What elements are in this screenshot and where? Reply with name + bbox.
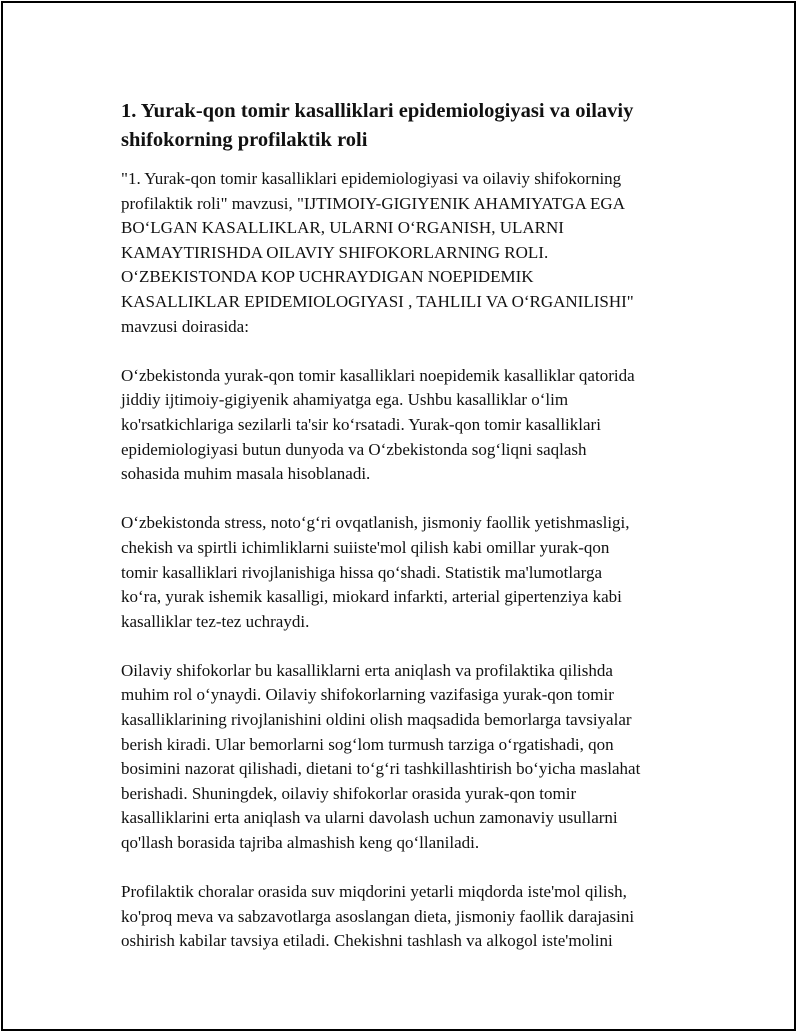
text-line: O‘ZBEKISTONDA KOP UCHRAYDIGAN NOEPIDEMIK	[121, 267, 534, 287]
text-line: berish kiradi. Ular bemorlarni sog‘lom turmush tarziga o‘rgatishadi, qon	[121, 734, 614, 754]
document-body	[121, 97, 701, 979]
text-line: KAMAYTIRISHDA OILAVIY SHIFOKORLARNING ROLI.	[121, 242, 549, 262]
text-line: O‘zbekistonda yurak-qon tomir kasalliklari noepidemik kasalliklar qatorida	[121, 365, 635, 385]
text-line: mavzusi doirasida:	[121, 316, 249, 336]
paragraph-family-doctors	[121, 659, 701, 856]
title-line: shifokorning profilaktik roli	[121, 129, 368, 151]
text-line: bosimini nazorat qilishadi, dietani to‘g‘ri tashkillashtirish bo‘yicha maslahat	[121, 759, 641, 779]
title-line: 1. Yurak-qon tomir kasalliklari epidemiologiyasi va oilaviy	[121, 100, 634, 122]
document-page	[1, 1, 796, 1031]
paragraph-risk-factors	[121, 511, 701, 634]
text-line: kasalliklarining rivojlanishini oldini olish maqsadida bemorlarga tavsiyalar	[121, 710, 632, 730]
text-line: KASALLIKLAR EPIDEMIOLOGIYASI , TAHLILI VA O‘RGANILISHI"	[121, 291, 634, 311]
text-line: qo'llash borasida tajriba almashish keng qo‘llaniladi.	[121, 833, 480, 853]
text-line: Oilaviy shifokorlar bu kasalliklarni erta aniqlash va profilaktika qilishda	[121, 660, 613, 680]
text-line: chekish va spirtli ichimliklarni suiiste'mol qilish kabi omillar yurak-qon	[121, 537, 610, 557]
text-line: Profilaktik choralar orasida suv miqdorini yetarli miqdorda iste'mol qilish,	[121, 882, 627, 902]
text-line: kasalliklarini erta aniqlash va ularni davolash uchun zamonaviy usullarni	[121, 808, 618, 828]
text-line: muhim rol o‘ynaydi. Oilaviy shifokorlarning vazifasiga yurak-qon tomir	[121, 685, 614, 705]
paragraph-topic-intro	[121, 167, 701, 339]
text-line: jiddiy ijtimoiy-gigiyenik ahamiyatga ega. Ushbu kasalliklar o‘lim	[121, 390, 569, 410]
text-line: epidemiologiyasi butun dunyoda va O‘zbekistonda sog‘liqni saqlash	[121, 439, 587, 459]
text-line: tomir kasalliklari rivojlanishiga hissa qo‘shadi. Statistik ma'lumotlarga	[121, 562, 603, 582]
text-line: BO‘LGAN KASALLIKLAR, ULARNI O‘RGANISH, ULARNI	[121, 218, 564, 238]
text-line: O‘zbekistonda stress, noto‘g‘ri ovqatlanish, jismoniy faollik yetishmasligi,	[121, 513, 630, 533]
text-line: berishadi. Shuningdek, oilaviy shifokorlar orasida yurak-qon tomir	[121, 783, 577, 803]
text-line: kasalliklar tez-tez uchraydi.	[121, 611, 310, 631]
text-line: sohasida muhim masala hisoblanadi.	[121, 464, 371, 484]
text-line: ko‘ra, yurak ishemik kasalligi, miokard infarkti, arterial gipertenziya kabi	[121, 587, 622, 607]
text-line: ko'proq meva va sabzavotlarga asoslangan dieta, jismoniy faollik darajasini	[121, 906, 635, 926]
text-line: oshirish kabilar tavsiya etiladi. Chekishni tashlash va alkogol iste'molini	[121, 931, 613, 951]
text-line: profilaktik roli" mavzusi, "IJTIMOIY-GIGIYENIK AHAMIYATGA EGA	[121, 193, 625, 213]
text-line: "1. Yurak-qon tomir kasalliklari epidemiologiyasi va oilaviy shifokorning	[121, 169, 622, 188]
text-line: ko'rsatkichlariga sezilarli ta'sir ko‘rsatadi. Yurak-qon tomir kasalliklari	[121, 414, 601, 434]
paragraph-significance	[121, 364, 701, 487]
document-title	[121, 97, 701, 155]
paragraph-prevention	[121, 880, 701, 954]
